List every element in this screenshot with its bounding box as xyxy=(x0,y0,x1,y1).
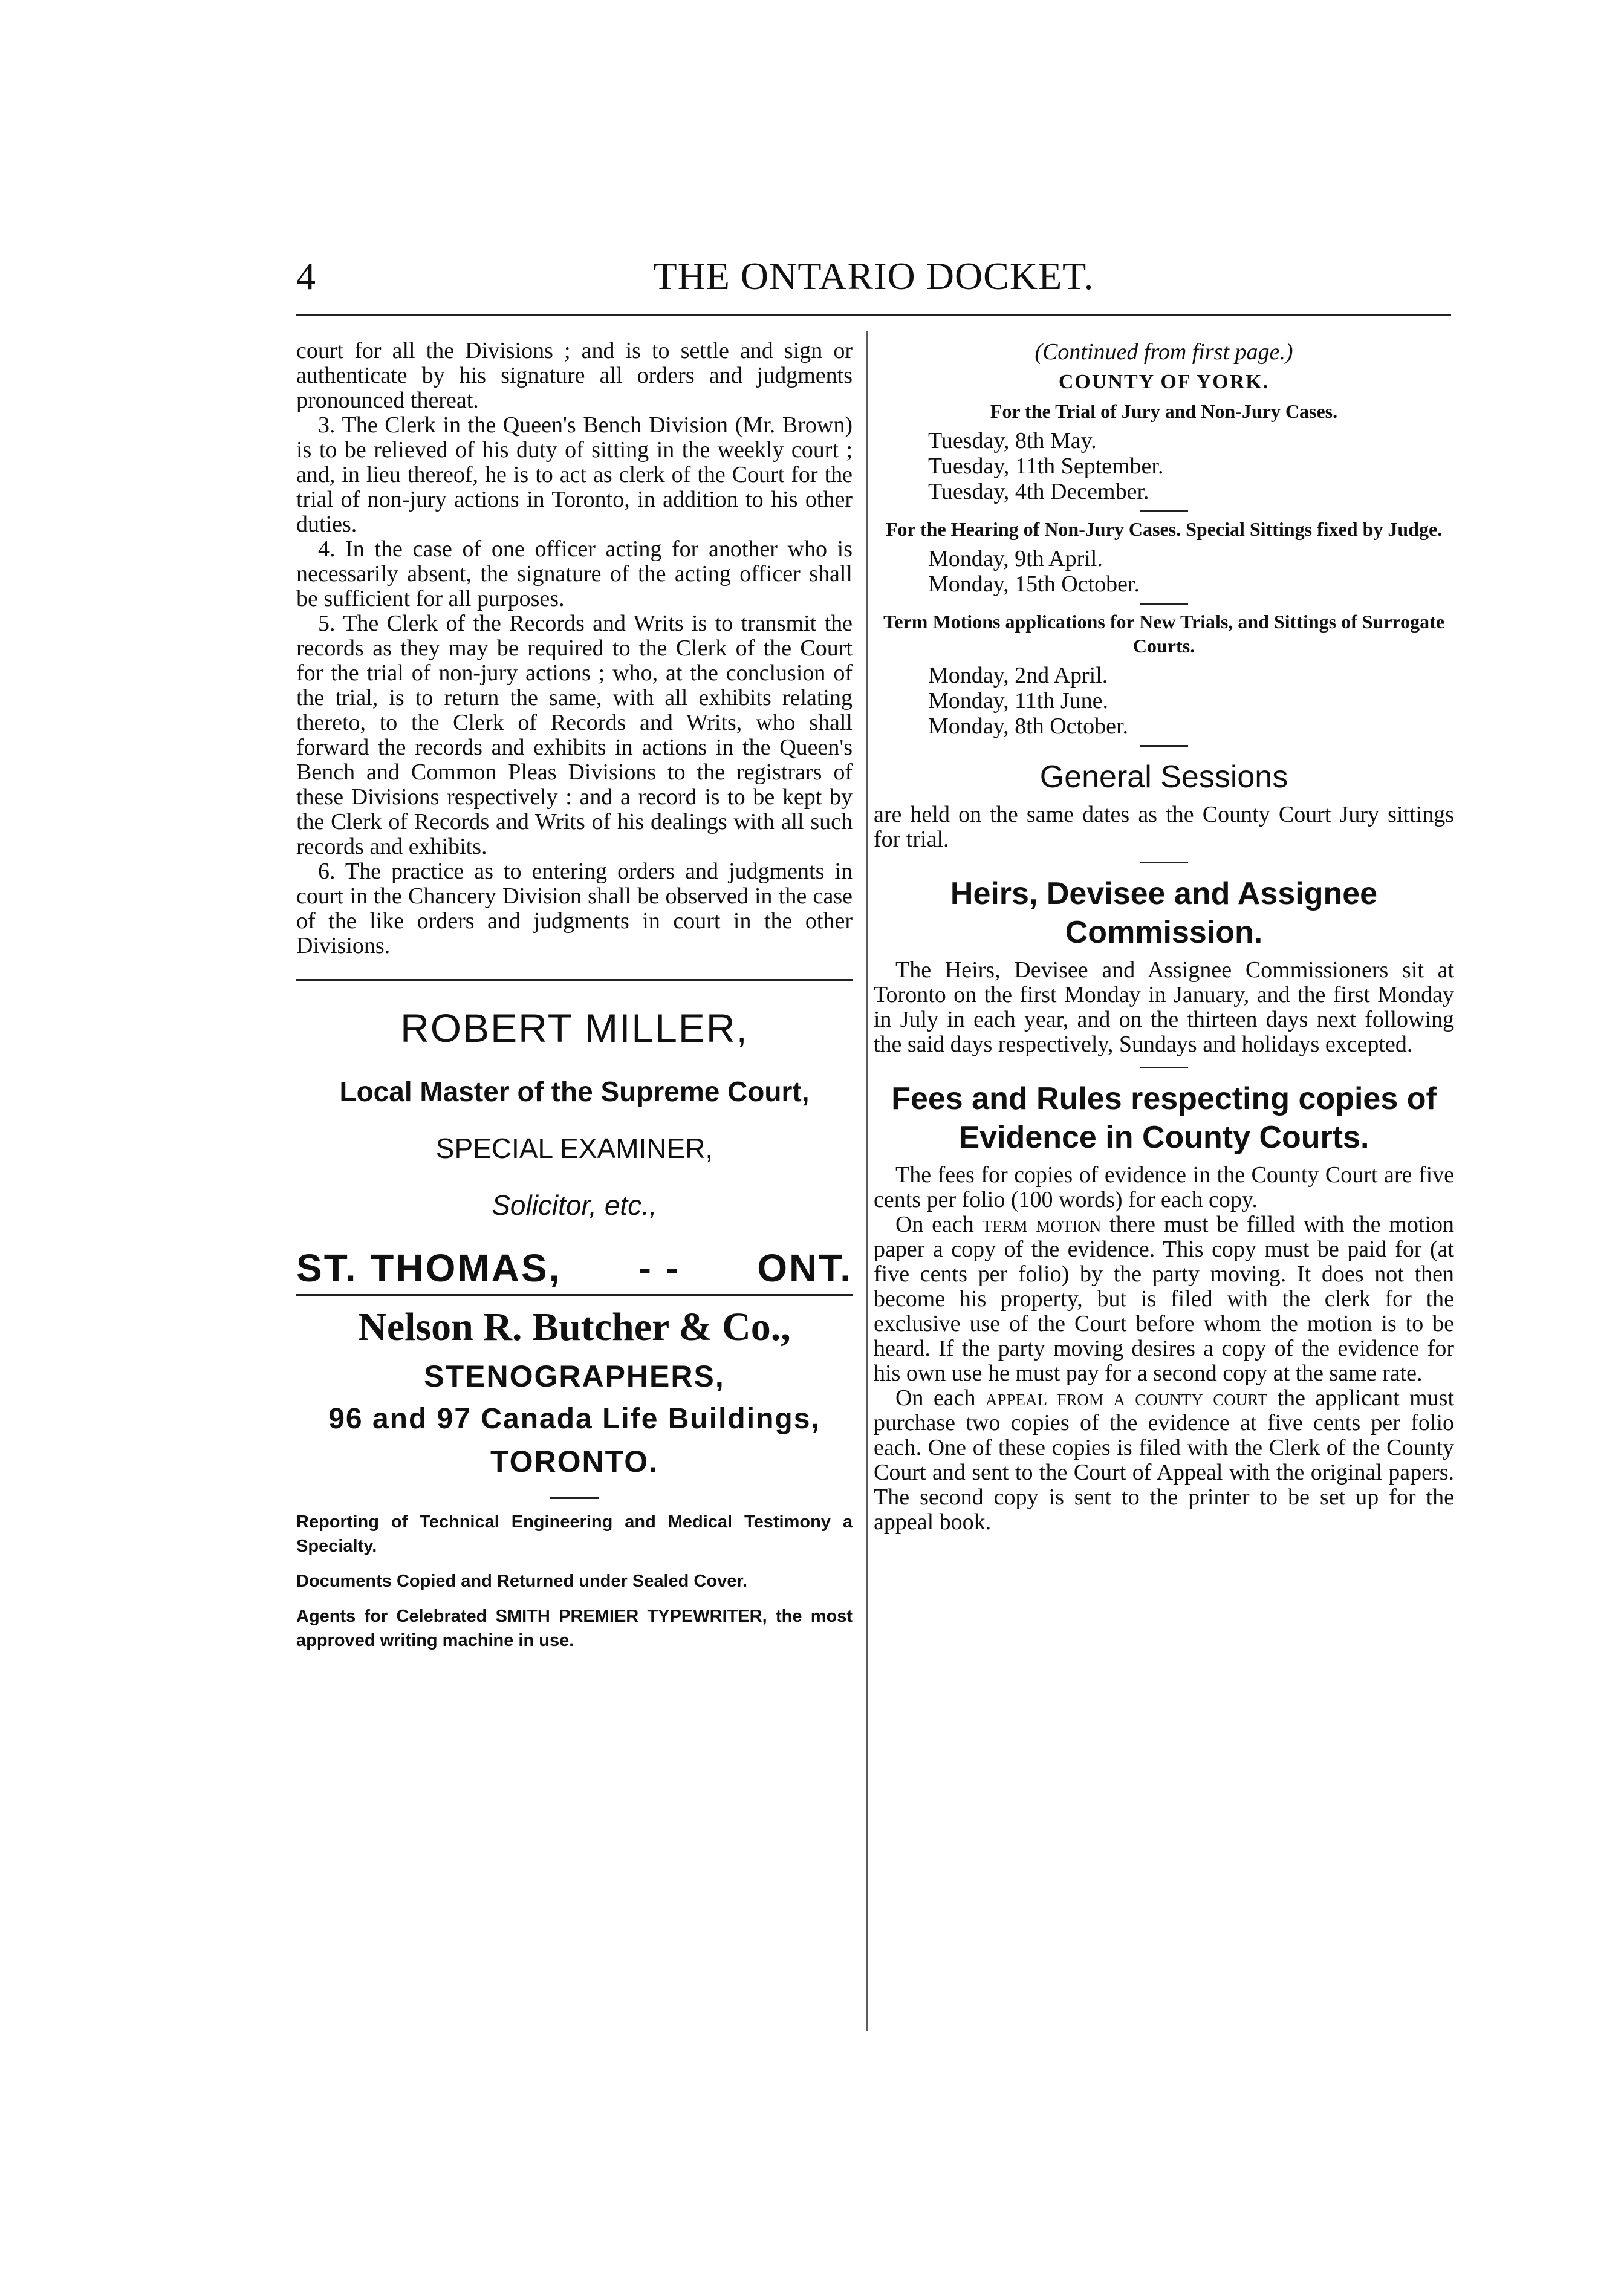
sessions-text: are held on the same dates as the County Court Jury sittings for trial. xyxy=(874,802,1454,852)
paragraph: 4. In the case of one officer acting for another who is necessarily absent, the signature of the acting officer shall be sufficient for all purposes. xyxy=(296,536,853,611)
firm-name: Nelson R. Butcher & Co., xyxy=(358,1305,791,1349)
header-rule xyxy=(296,314,1451,316)
body-text: the applicant must purchase two copies of the evidence at five cents per folio each. One of these copies is filed with the Clerk of the County Court and sent to the Court of Appeal with the original papers. The second copy is sent to the printer to be set up for the appeal book. xyxy=(874,1385,1454,1535)
lead-text: On each xyxy=(895,1385,976,1411)
advertiser-name: ROBERT MILLER, xyxy=(400,1006,749,1050)
jury-heading: For the Trial of Jury and Non-Jury Cases. xyxy=(990,400,1338,422)
term-heading: Term Motions applications for New Trials, and Sittings of Surrogate Courts. xyxy=(883,611,1445,657)
firm-note: Documents Copied and Returned under Sealed Cover. xyxy=(296,1572,748,1591)
firm-trade: STENOGRAPHERS, xyxy=(424,1359,725,1393)
advertiser-title: Local Master of the Supreme Court, xyxy=(339,1076,810,1107)
firm-address: 96 and 97 Canada Life Buildings, xyxy=(328,1403,820,1435)
body-text: there must be filled with the motion paper a copy of the evidence. This copy must be paid for (at five cents per folio) by the party moving. It does not then become his property, but is filed with the clerk for the exclusive use of the Court before whom the motion is to be heard. If the party moving desires a copy of the evidence for his own use he must pay for a second copy at the same rate. xyxy=(874,1212,1455,1386)
page-title: THE ONTARIO DOCKET. xyxy=(653,255,1094,298)
date-item: Monday, 15th October. xyxy=(928,571,1140,597)
advertiser-role: SPECIAL EXAMINER, xyxy=(435,1133,713,1164)
fees-heading: Fees and Rules respecting copies of Evidence in County Courts. xyxy=(891,1081,1437,1155)
paragraph: 6. The practice as to entering orders and judgments in court in the Chancery Division shall be observed in the case of the like orders and judgments in court in the other Divisions. xyxy=(296,859,853,958)
sessions-heading: General Sessions xyxy=(1039,759,1288,795)
fees-paragraph xyxy=(874,1386,1454,1535)
nonjury-dates xyxy=(928,546,1454,597)
page-number: 4 xyxy=(296,255,316,298)
short-rule xyxy=(1140,862,1188,863)
short-rule xyxy=(1140,510,1188,512)
short-rule xyxy=(1140,745,1188,747)
term-dates xyxy=(928,663,1454,739)
lead-text: On each xyxy=(895,1212,974,1237)
fees-paragraph xyxy=(874,1212,1454,1386)
firm-note: Agents for Celebrated SMITH PREMIER TYPEWRITER, the most approved writing machine in use. xyxy=(296,1607,853,1650)
province: ONT. xyxy=(757,1246,853,1290)
advertiser-profession: Solicitor, etc., xyxy=(492,1189,657,1221)
jury-dates xyxy=(928,428,1454,504)
date-item: Monday, 11th June. xyxy=(928,688,1108,714)
heirs-text: The Heirs, Devisee and Assignee Commissioners sit at Toronto on the first Monday in January, and the first Monday in July in each year, and on the thirteen days next following the said days respectively, Sundays and holidays excepted. xyxy=(874,957,1454,1057)
term-motion-caps: term motion xyxy=(982,1212,1102,1237)
firm-city: TORONTO. xyxy=(490,1445,659,1478)
firm-note: Reporting of Technical Engineering and Medical Testimony a Specialty. xyxy=(296,1512,853,1556)
paragraph: 5. The Clerk of the Records and Writs is to transmit the records as they may be required to the Clerk of the Court for the trial of non-jury actions ; who, at the conclusion of the trial, is to return the same, with all exhibits relating thereto, to the Clerk of Records and Writs, who shall forward the records and exhibits in actions in the Queen's Bench and Common Pleas Divisions to the registrars of these Divisions respectively : and a record is to be kept by the Clerk of Records and Writs of his dealings with all such records and exhibits. xyxy=(296,611,853,859)
county-heading: COUNTY OF YORK. xyxy=(1058,371,1270,393)
appeal-caps: appeal from a county court xyxy=(985,1385,1268,1411)
page-header xyxy=(296,254,1451,302)
left-column xyxy=(296,339,853,1653)
paragraph: court for all the Divisions ; and is to settle and sign or authenticate by his signature all orders and judgments pronounced thereat. xyxy=(296,338,853,413)
heirs-heading: Heirs, Devisee and Assignee Commission. xyxy=(950,876,1378,950)
date-item: Monday, 2nd April. xyxy=(928,663,1108,688)
miller-advertisement xyxy=(296,1005,853,1290)
date-item: Monday, 8th October. xyxy=(928,714,1129,739)
short-rule xyxy=(1140,603,1188,605)
section-rule xyxy=(296,1294,853,1296)
paragraph: 3. The Clerk in the Queen's Bench Division (Mr. Brown) is to be relieved of his duty of sitting in the weekly court ; and, in lieu thereof, he is to act as clerk of the Court for the trial of non-jury actions in Toronto, in addition to his other duties. xyxy=(296,412,853,537)
date-item: Monday, 9th April. xyxy=(928,546,1103,571)
column-divider xyxy=(866,331,868,2031)
rules-text xyxy=(296,339,853,958)
short-rule xyxy=(550,1497,599,1499)
date-item: Tuesday, 4th December. xyxy=(928,479,1149,504)
nonjury-heading: For the Hearing of Non-Jury Cases. Special Sittings fixed by Judge. xyxy=(885,518,1443,540)
date-item: Tuesday, 8th May. xyxy=(928,428,1097,454)
continued-note: (Continued from first page.) xyxy=(1034,339,1293,365)
right-column xyxy=(874,339,1454,1535)
section-rule xyxy=(296,979,853,981)
date-item: Tuesday, 11th September. xyxy=(928,454,1164,479)
city-name: ST. THOMAS, xyxy=(296,1246,562,1290)
fees-paragraph: The fees for copies of evidence in the County Court are five cents per folio (100 words) for each copy. xyxy=(874,1162,1454,1212)
butcher-advertisement xyxy=(296,1304,853,1653)
short-rule xyxy=(1140,1067,1188,1068)
advertiser-city xyxy=(296,1246,853,1290)
city-dashes: - - xyxy=(638,1246,680,1290)
